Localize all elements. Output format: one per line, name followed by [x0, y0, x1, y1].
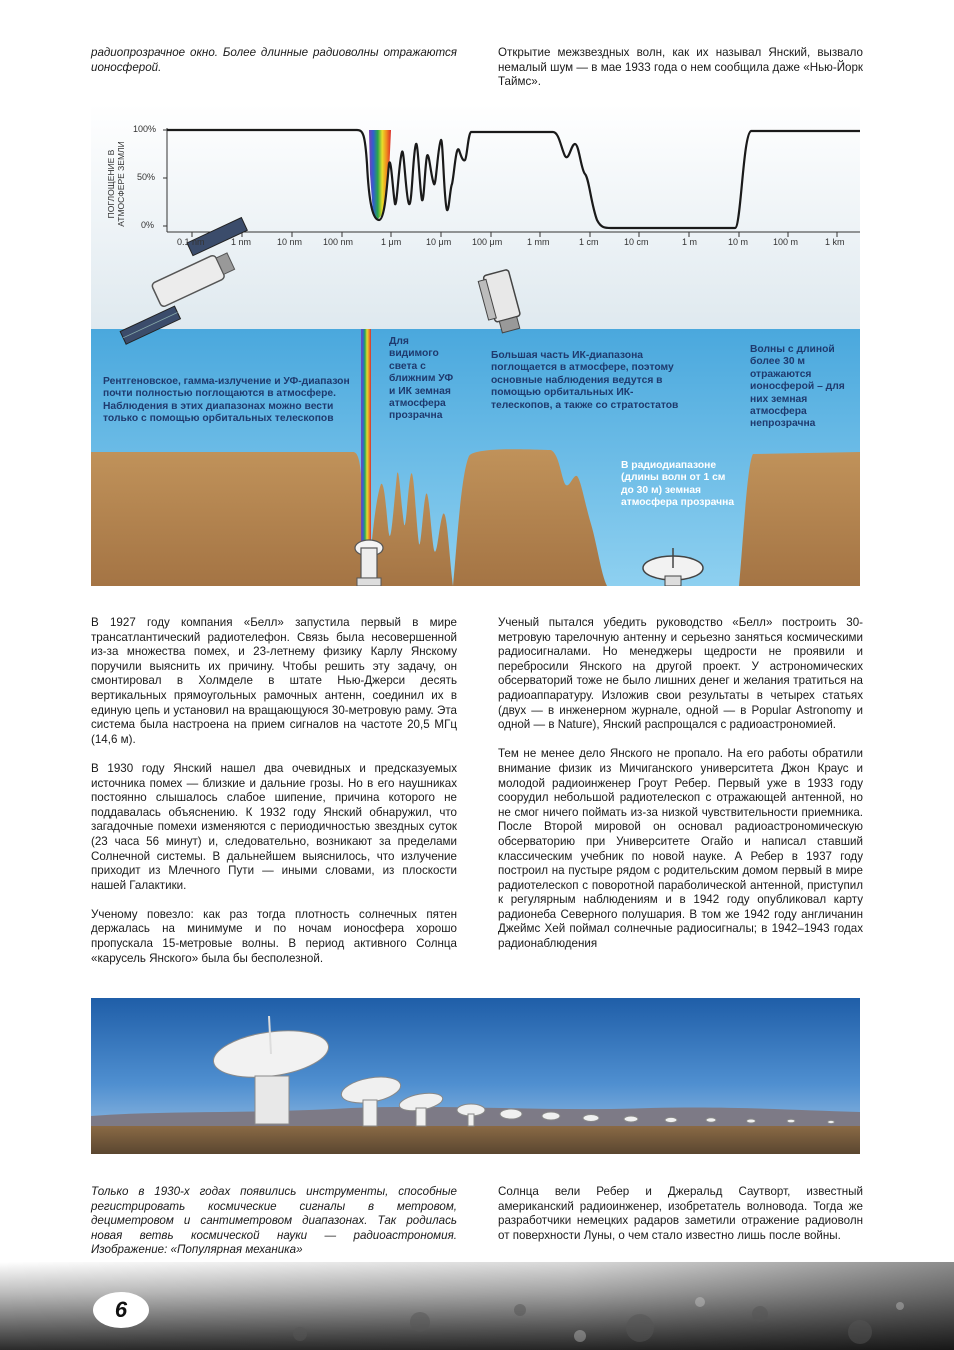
wavelength-label: 1 m: [682, 237, 698, 247]
radio-telescope-array-photo: [91, 998, 860, 1154]
percent-label-0: 0%: [141, 220, 155, 230]
caption-paragraph: Только в 1930-х годах появились инструменты, способные регистрировать космические сигналы в метровом, дециметровом и сантиметровом диапазонах. Так родилась новая ветвь космической науки — радиоастрономия. Изображение: «Популярная механика»: [91, 1185, 457, 1257]
body-paragraph: В 1927 году компания «Белл» запустила первый в мире трансатлантический радиотелефон. Связь была несовершенной из-за множества помех, и 23-летнему физику Карлу Янскому поручили выяснить их причину. Чтобы решить эту задачу, он смонтировал в Холмделе в штате Нью-Джерси десять вертикальных прямоугольных рамочных антенн, соединил их в единую цепь и установил на вращающуюся 30-метровую раму. Эта система была настроена на прием сигналов на частоте 20,5 МГц (14,6 м).: [91, 616, 457, 746]
wavelength-label: 1 nm: [231, 237, 252, 247]
long-waves-callout: Волны с длиной более 30 м отражаются ионосферой – для них земная атмосфера непрозрачна: [750, 344, 845, 430]
body-paragraph: Ученому повезло: как раз тогда плотность солнечных пятен держалась на минимуме и по ночам ионосфера хорошо пропускала 15-метровые волны. В период активного Солнца «карусель Янского» была бы бесполезной.: [91, 907, 457, 965]
top-right-paragraph: Открытие межзвездных волн, как их называл Янский, вызвало немалый шум — в мае 1933 года о нем сообщила даже «Нью-Йорк Таймс».: [498, 46, 863, 89]
xray-callout: Рентгеновское, гамма-излучение и УФ-диапазон почти полностью поглощаются в атмосфере. Наблюдения в этих диапазонах можно вести только с помощью орбитальных телескопов: [103, 376, 350, 425]
percent-label-50: 50%: [137, 172, 156, 182]
body-paragraph: В 1930 году Янский нашел два очевидных и предсказуемых источника помех — близкие и дальние грозы. Но в его наушниках постоянно слышалось слабое шипение, причина которого не поддавалась объяснению. К 1932 году Янский обнаружил, что загадочные помехи изменяются с периодичностью звездных суток (23 часа 56 минут) и, следовательно, возникают за пределами Солнечной системы. В дальнейшем выяснилось, что излучение приходит из Млечного Пути — иными словами, из плоскости нашей Галактики.: [91, 761, 457, 892]
page-number: 6: [114, 1297, 128, 1322]
body-left-column: [91, 616, 457, 981]
top-left-paragraph: радиопрозрачное окно. Более длинные радиоволны отражаются ионосферой.: [91, 46, 457, 74]
wavelength-label: 1 cm: [579, 237, 599, 247]
wavelength-label: 1 mm: [527, 237, 550, 247]
wavelength-label: 0.1 nm: [177, 237, 205, 247]
wavelength-label: 1 μm: [381, 237, 402, 247]
page-number-badge: [93, 1292, 149, 1328]
wavelength-label: 1 km: [825, 237, 845, 247]
infographic-graphics: [91, 104, 860, 586]
top-left-text: [91, 46, 457, 90]
wavelength-label: 10 nm: [277, 237, 303, 247]
body-right-continuation: [498, 1185, 863, 1258]
photo-graphics: [91, 998, 860, 1154]
infrared-callout: Большая часть ИК-диапазона поглощается в атмосфере, поэтому основные наблюдения ведутся в помощью орбитальных ИК-телескопов, а также со стратостатов: [491, 350, 679, 411]
top-right-text: [498, 46, 863, 104]
visible-light-callout: Для видимого света с ближним УФ и ИК земная атмосфера прозрачна: [389, 336, 454, 422]
atmospheric-absorption-infographic: [91, 104, 860, 586]
y-axis-label: ПОГЛОЩЕНИЕ В АТМОСФЕРЕ ЗЕМЛИ: [106, 141, 126, 227]
ground-right-plateau: [739, 452, 860, 586]
body-paragraph: Ученый пытался убедить руководство «Белл» построить 30-метровую тарелочную антенну и серьезно заняться космическими радиосигналами. Но менеджеры щедрости не проявили и перебросили Янского на другой проект. У астрономических обсерваторий тоже не было лишних денег и желания тратиться на радиоаппаратуру. Изложив свои результаты в четырех статьях (двух — в инженерном журнале, одной — в Popular Astronomy и одной — в Nature), Янский распрощался с радиоастрономией.: [498, 616, 863, 732]
radio-window-callout: В радиодиапазоне (длины волн от 1 см до 30 м) земная атмосфера прозрачна: [621, 460, 735, 509]
wavelength-label: 100 μm: [472, 237, 503, 247]
chart-background: [91, 104, 860, 329]
wavelength-label: 10 m: [728, 237, 749, 247]
wavelength-label: 100 nm: [323, 237, 354, 247]
wavelength-label: 100 m: [773, 237, 799, 247]
wavelength-label: 10 cm: [624, 237, 649, 247]
percent-label-100: 100%: [133, 124, 157, 134]
body-paragraph: Солнца вели Ребер и Джеральд Саутворт, известный американский радиоинженер, изобретатель волновода. Тогда же разработчики немецких радаров заметили отражение радиоволн от поверхности Луны, о чем стало известно лишь после войны.: [498, 1185, 863, 1242]
photo-caption: [91, 1185, 457, 1273]
body-right-column: [498, 616, 863, 966]
body-paragraph: Тем не менее дело Янского не пропало. На его работы обратили внимание физик из Мичиганского университета Джон Краус и молодой радиоинженер Гроут Ребер. Первый уже в 1933 году соорудил небольшой радиотелескоп с отражающей антенной, но не смог ничего поймать из-за низкой чувствительности приемника. После Второй мировой он основал радиоастрономическую обсерваторию при Университете Огайо и написал ставший классическим учебник по новой науке. А Ребер в 1937 году построил на пустыре рядом с родительским домом первый в мире радиотелескоп с поворотной параболической антенной, приступил к регулярным наблюдениям и в 1942 году опубликовал карту радионеба Северного полушария. В том же 1942 году англичанин Джеймс Хей поймал солнечные радиосигналы; в 1942–1943 годах радионаблюдения: [498, 747, 863, 951]
ground-silhouette: [91, 452, 365, 586]
visible-beam: [361, 329, 371, 561]
wavelength-label: 10 μm: [426, 237, 452, 247]
